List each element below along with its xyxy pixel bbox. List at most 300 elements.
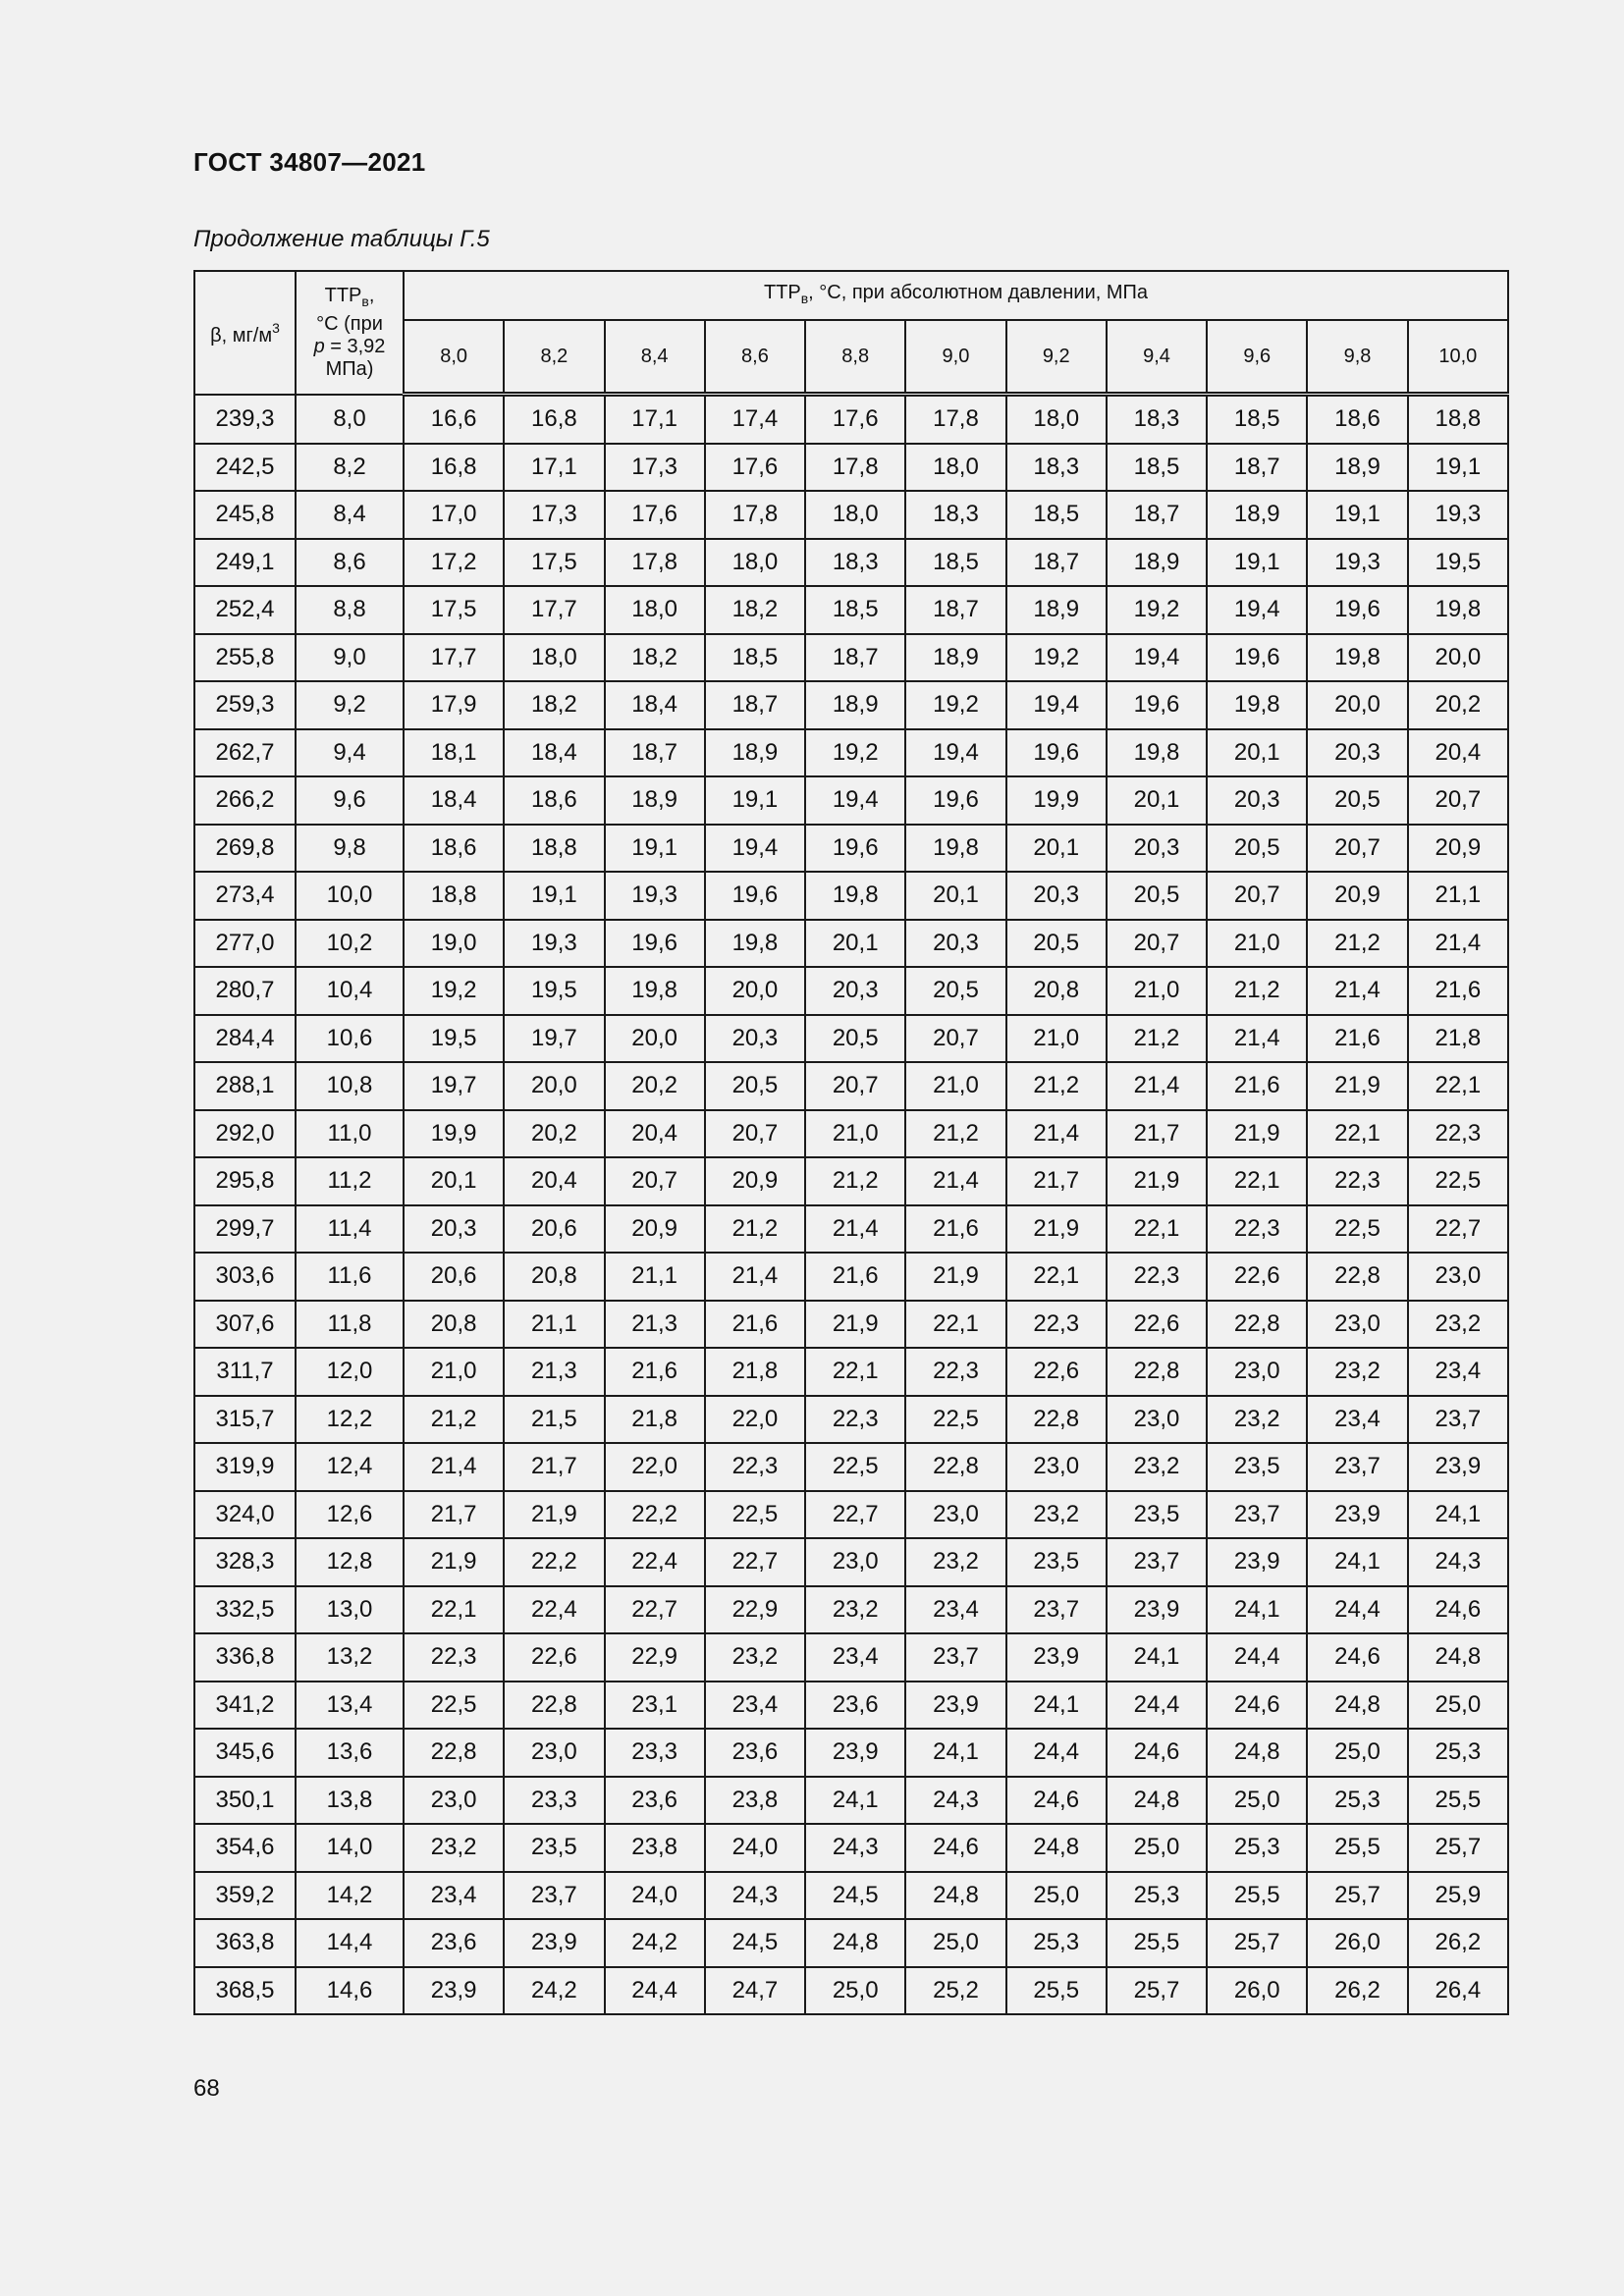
ttr-392-cell: 14,6: [296, 1967, 404, 2015]
table-row: [194, 776, 1508, 825]
header-beta: [194, 271, 296, 395]
ttr-392-cell: 12,0: [296, 1348, 404, 1396]
ttr-cell: 24,0: [605, 1872, 705, 1920]
ttr-cell: 22,8: [504, 1682, 604, 1730]
ttr-cell: 23,0: [1107, 1396, 1207, 1444]
ttr-cell: 20,3: [905, 920, 1005, 968]
ttr-cell: 25,7: [1307, 1872, 1407, 1920]
ttr-392-cell: 8,4: [296, 491, 404, 539]
ttr-cell: 21,1: [1408, 872, 1508, 920]
ttr-cell: 23,9: [504, 1919, 604, 1967]
ttr-cell: 22,1: [1207, 1157, 1307, 1205]
ttr-cell: 24,3: [905, 1777, 1005, 1825]
ttr-392-cell: 13,0: [296, 1586, 404, 1634]
ttr-cell: 23,4: [705, 1682, 805, 1730]
table-row: [194, 825, 1508, 873]
ttr-cell: 18,6: [1307, 395, 1407, 444]
header-beta-sup: 3: [272, 320, 280, 337]
ttr-cell: 18,7: [905, 586, 1005, 634]
ttr-cell: 22,5: [1408, 1157, 1508, 1205]
ttr-cell: 20,9: [1408, 825, 1508, 873]
ttr-cell: 24,6: [1006, 1777, 1107, 1825]
ttr-cell: 19,3: [605, 872, 705, 920]
ttr-392-cell: 13,8: [296, 1777, 404, 1825]
ttr-cell: 24,2: [504, 1967, 604, 2015]
ttr-cell: 19,8: [1408, 586, 1508, 634]
ttr-cell: 18,7: [705, 681, 805, 729]
data-table: [193, 270, 1509, 2015]
pressure-header-cell: 8,0: [404, 320, 504, 395]
table-row: [194, 1491, 1508, 1539]
ttr-cell: 24,0: [705, 1824, 805, 1872]
ttr-cell: 23,2: [1408, 1301, 1508, 1349]
ttr-cell: 23,5: [1006, 1538, 1107, 1586]
ttr-cell: 19,2: [905, 681, 1005, 729]
ttr-cell: 24,6: [1107, 1729, 1207, 1777]
ttr-392-cell: 14,2: [296, 1872, 404, 1920]
ttr-cell: 20,5: [1006, 920, 1107, 968]
group-header-pre: ТТР: [763, 281, 801, 303]
beta-cell: 336,8: [194, 1633, 296, 1682]
ttr-cell: 26,2: [1307, 1967, 1407, 2015]
ttr-cell: 22,8: [1307, 1253, 1407, 1301]
ttr-cell: 22,5: [905, 1396, 1005, 1444]
ttr-cell: 20,1: [905, 872, 1005, 920]
ttr-cell: 19,6: [705, 872, 805, 920]
ttr-392-cell: 10,6: [296, 1015, 404, 1063]
ttr-cell: 26,0: [1307, 1919, 1407, 1967]
ttr-cell: 23,2: [705, 1633, 805, 1682]
ttr-cell: 21,4: [705, 1253, 805, 1301]
table-row: [194, 1062, 1508, 1110]
ttr-392-cell: 11,6: [296, 1253, 404, 1301]
ttr-cell: 19,2: [1006, 634, 1107, 682]
pressure-header-cell: 9,0: [905, 320, 1005, 395]
ttr-cell: 22,6: [1107, 1301, 1207, 1349]
ttr-cell: 23,7: [504, 1872, 604, 1920]
ttr-cell: 23,0: [404, 1777, 504, 1825]
beta-cell: 292,0: [194, 1110, 296, 1158]
table-row: [194, 1157, 1508, 1205]
beta-cell: 255,8: [194, 634, 296, 682]
ttr-cell: 19,2: [805, 729, 905, 777]
ttr-392-cell: 9,6: [296, 776, 404, 825]
ttr-cell: 20,8: [404, 1301, 504, 1349]
beta-cell: 303,6: [194, 1253, 296, 1301]
ttr-cell: 20,0: [705, 967, 805, 1015]
ttr-cell: 25,0: [805, 1967, 905, 2015]
ttr-cell: 21,9: [504, 1491, 604, 1539]
ttr-cell: 25,9: [1408, 1872, 1508, 1920]
ttr-cell: 18,0: [605, 586, 705, 634]
ttr-cell: 23,9: [1207, 1538, 1307, 1586]
ttr-cell: 21,6: [605, 1348, 705, 1396]
ttr-cell: 20,1: [1107, 776, 1207, 825]
table-row: [194, 1015, 1508, 1063]
ttr-cell: 24,3: [705, 1872, 805, 1920]
ttr-cell: 17,5: [504, 539, 604, 587]
ttr-cell: 18,5: [1107, 444, 1207, 492]
ttr-cell: 21,0: [1207, 920, 1307, 968]
ttr-cell: 19,4: [805, 776, 905, 825]
ttr-cell: 17,9: [404, 681, 504, 729]
ttr-392-cell: 14,0: [296, 1824, 404, 1872]
ttr-cell: 18,2: [504, 681, 604, 729]
ttr-cell: 23,4: [1307, 1396, 1407, 1444]
ttr-cell: 24,4: [1006, 1729, 1107, 1777]
ttr-cell: 17,8: [605, 539, 705, 587]
ttr-cell: 21,9: [905, 1253, 1005, 1301]
ttr-cell: 22,8: [1207, 1301, 1307, 1349]
table-row: [194, 1443, 1508, 1491]
ttr-cell: 21,7: [504, 1443, 604, 1491]
ttr-392-cell: 9,2: [296, 681, 404, 729]
beta-cell: 354,6: [194, 1824, 296, 1872]
ttr-cell: 18,6: [404, 825, 504, 873]
ttr-cell: 20,5: [1307, 776, 1407, 825]
ttr-cell: 24,8: [805, 1919, 905, 1967]
table-row: [194, 491, 1508, 539]
ttr-cell: 17,3: [504, 491, 604, 539]
ttr-cell: 21,0: [1107, 967, 1207, 1015]
header-ttr-line4: МПа): [325, 357, 374, 380]
ttr-cell: 23,7: [1207, 1491, 1307, 1539]
ttr-cell: 22,9: [605, 1633, 705, 1682]
ttr-cell: 19,6: [1006, 729, 1107, 777]
ttr-cell: 23,8: [705, 1777, 805, 1825]
ttr-cell: 24,1: [1107, 1633, 1207, 1682]
ttr-392-cell: 14,4: [296, 1919, 404, 1967]
ttr-cell: 25,3: [1307, 1777, 1407, 1825]
ttr-cell: 18,9: [805, 681, 905, 729]
ttr-cell: 24,4: [1207, 1633, 1307, 1682]
ttr-cell: 22,7: [805, 1491, 905, 1539]
ttr-cell: 21,3: [605, 1301, 705, 1349]
ttr-cell: 20,5: [705, 1062, 805, 1110]
ttr-cell: 22,4: [504, 1586, 604, 1634]
ttr-392-cell: 13,4: [296, 1682, 404, 1730]
ttr-cell: 23,9: [1107, 1586, 1207, 1634]
ttr-cell: 23,0: [1006, 1443, 1107, 1491]
ttr-cell: 20,5: [805, 1015, 905, 1063]
ttr-cell: 17,8: [705, 491, 805, 539]
ttr-cell: 23,2: [1207, 1396, 1307, 1444]
beta-cell: 273,4: [194, 872, 296, 920]
ttr-cell: 23,4: [905, 1586, 1005, 1634]
ttr-cell: 24,8: [1307, 1682, 1407, 1730]
ttr-cell: 18,4: [504, 729, 604, 777]
beta-cell: 307,6: [194, 1301, 296, 1349]
ttr-cell: 22,6: [504, 1633, 604, 1682]
ttr-cell: 20,2: [605, 1062, 705, 1110]
ttr-cell: 19,7: [404, 1062, 504, 1110]
ttr-cell: 19,4: [1207, 586, 1307, 634]
ttr-cell: 18,0: [504, 634, 604, 682]
ttr-cell: 20,9: [605, 1205, 705, 1254]
ttr-cell: 18,1: [404, 729, 504, 777]
ttr-cell: 20,0: [605, 1015, 705, 1063]
beta-cell: 368,5: [194, 1967, 296, 2015]
ttr-cell: 18,0: [805, 491, 905, 539]
ttr-cell: 19,4: [1107, 634, 1207, 682]
ttr-cell: 24,5: [705, 1919, 805, 1967]
ttr-cell: 18,5: [905, 539, 1005, 587]
beta-cell: 245,8: [194, 491, 296, 539]
ttr-cell: 23,9: [1006, 1633, 1107, 1682]
ttr-cell: 20,7: [905, 1015, 1005, 1063]
ttr-cell: 23,6: [605, 1777, 705, 1825]
ttr-cell: 22,3: [1307, 1157, 1407, 1205]
ttr-cell: 20,8: [1006, 967, 1107, 1015]
group-header-post: , °С, при абсолютном давлении, МПа: [808, 281, 1149, 303]
pressure-header-cell: 8,2: [504, 320, 604, 395]
ttr-cell: 19,1: [1307, 491, 1407, 539]
ttr-cell: 21,2: [1307, 920, 1407, 968]
pressure-header-cell: 8,8: [805, 320, 905, 395]
ttr-cell: 19,8: [1207, 681, 1307, 729]
ttr-cell: 21,7: [404, 1491, 504, 1539]
ttr-cell: 23,0: [905, 1491, 1005, 1539]
ttr-cell: 17,8: [905, 395, 1005, 444]
ttr-cell: 17,3: [605, 444, 705, 492]
ttr-cell: 17,5: [404, 586, 504, 634]
ttr-cell: 20,3: [1107, 825, 1207, 873]
ttr-cell: 19,8: [805, 872, 905, 920]
ttr-cell: 18,5: [1006, 491, 1107, 539]
ttr-cell: 19,8: [605, 967, 705, 1015]
table-body: [194, 395, 1508, 2015]
ttr-392-cell: 9,0: [296, 634, 404, 682]
beta-cell: 341,2: [194, 1682, 296, 1730]
ttr-cell: 20,7: [1107, 920, 1207, 968]
ttr-cell: 20,7: [705, 1110, 805, 1158]
ttr-cell: 20,6: [404, 1253, 504, 1301]
ttr-cell: 24,1: [1408, 1491, 1508, 1539]
ttr-cell: 20,0: [504, 1062, 604, 1110]
ttr-cell: 25,0: [1408, 1682, 1508, 1730]
ttr-cell: 21,6: [705, 1301, 805, 1349]
table-caption: Продолжение таблицы Г.5: [193, 226, 490, 252]
pressure-header-cell: 10,0: [1408, 320, 1508, 395]
ttr-cell: 18,6: [504, 776, 604, 825]
ttr-cell: 19,8: [1107, 729, 1207, 777]
beta-cell: 315,7: [194, 1396, 296, 1444]
ttr-392-cell: 12,8: [296, 1538, 404, 1586]
ttr-cell: 18,3: [1006, 444, 1107, 492]
ttr-cell: 23,6: [805, 1682, 905, 1730]
table-row: [194, 395, 1508, 444]
ttr-cell: 23,4: [404, 1872, 504, 1920]
ttr-cell: 24,1: [905, 1729, 1005, 1777]
ttr-cell: 21,6: [1307, 1015, 1407, 1063]
ttr-cell: 19,8: [1307, 634, 1407, 682]
table-row: [194, 1586, 1508, 1634]
ttr-cell: 18,9: [1307, 444, 1407, 492]
ttr-392-cell: 8,2: [296, 444, 404, 492]
beta-cell: 249,1: [194, 539, 296, 587]
ttr-cell: 18,3: [805, 539, 905, 587]
ttr-cell: 23,4: [1408, 1348, 1508, 1396]
ttr-cell: 21,2: [705, 1205, 805, 1254]
ttr-392-cell: 11,4: [296, 1205, 404, 1254]
ttr-cell: 21,4: [805, 1205, 905, 1254]
ttr-cell: 23,7: [905, 1633, 1005, 1682]
ttr-cell: 24,1: [1307, 1538, 1407, 1586]
pressure-header-cell: 9,6: [1207, 320, 1307, 395]
ttr-cell: 21,7: [1107, 1110, 1207, 1158]
page-number: 68: [193, 2075, 220, 2102]
ttr-cell: 19,5: [504, 967, 604, 1015]
ttr-cell: 22,3: [905, 1348, 1005, 1396]
ttr-cell: 22,1: [905, 1301, 1005, 1349]
header-pressure-group: [404, 271, 1508, 320]
ttr-cell: 20,5: [905, 967, 1005, 1015]
ttr-cell: 18,4: [404, 776, 504, 825]
ttr-392-cell: 13,6: [296, 1729, 404, 1777]
ttr-cell: 23,2: [404, 1824, 504, 1872]
ttr-cell: 18,0: [705, 539, 805, 587]
ttr-cell: 23,0: [805, 1538, 905, 1586]
beta-cell: 295,8: [194, 1157, 296, 1205]
table-row: [194, 1538, 1508, 1586]
ttr-cell: 19,4: [705, 825, 805, 873]
ttr-cell: 18,9: [705, 729, 805, 777]
ttr-cell: 23,5: [1207, 1443, 1307, 1491]
header-ttr-line1-sub: в: [361, 293, 369, 309]
table-row: [194, 1396, 1508, 1444]
ttr-cell: 22,9: [705, 1586, 805, 1634]
ttr-cell: 19,6: [1307, 586, 1407, 634]
ttr-cell: 21,6: [805, 1253, 905, 1301]
ttr-cell: 19,1: [1207, 539, 1307, 587]
ttr-cell: 19,0: [404, 920, 504, 968]
table-row: [194, 872, 1508, 920]
ttr-cell: 21,7: [1006, 1157, 1107, 1205]
ttr-cell: 21,1: [504, 1301, 604, 1349]
ttr-cell: 22,6: [1207, 1253, 1307, 1301]
table-row: [194, 1253, 1508, 1301]
ttr-cell: 16,8: [504, 395, 604, 444]
ttr-cell: 21,4: [1107, 1062, 1207, 1110]
ttr-cell: 22,1: [805, 1348, 905, 1396]
ttr-cell: 23,9: [805, 1729, 905, 1777]
ttr-cell: 18,3: [905, 491, 1005, 539]
pressure-header-cell: 9,4: [1107, 320, 1207, 395]
ttr-cell: 24,1: [1006, 1682, 1107, 1730]
ttr-cell: 21,4: [905, 1157, 1005, 1205]
ttr-cell: 20,0: [1307, 681, 1407, 729]
ttr-cell: 18,9: [1107, 539, 1207, 587]
ttr-cell: 22,4: [605, 1538, 705, 1586]
ttr-cell: 19,3: [1408, 491, 1508, 539]
ttr-cell: 22,0: [605, 1443, 705, 1491]
ttr-cell: 21,6: [905, 1205, 1005, 1254]
ttr-cell: 21,0: [1006, 1015, 1107, 1063]
ttr-cell: 23,0: [504, 1729, 604, 1777]
ttr-cell: 18,2: [705, 586, 805, 634]
ttr-cell: 24,8: [905, 1872, 1005, 1920]
table-row: [194, 1682, 1508, 1730]
ttr-cell: 21,2: [1107, 1015, 1207, 1063]
ttr-cell: 19,6: [605, 920, 705, 968]
ttr-cell: 18,8: [1408, 395, 1508, 444]
ttr-cell: 18,3: [1107, 395, 1207, 444]
ttr-cell: 19,3: [504, 920, 604, 968]
ttr-cell: 24,5: [805, 1872, 905, 1920]
ttr-cell: 21,2: [1006, 1062, 1107, 1110]
ttr-cell: 20,3: [705, 1015, 805, 1063]
ttr-cell: 24,8: [1107, 1777, 1207, 1825]
ttr-cell: 21,2: [404, 1396, 504, 1444]
ttr-cell: 22,3: [1408, 1110, 1508, 1158]
ttr-cell: 20,5: [1107, 872, 1207, 920]
ttr-cell: 23,9: [1307, 1491, 1407, 1539]
ttr-cell: 20,3: [404, 1205, 504, 1254]
ttr-cell: 25,3: [1408, 1729, 1508, 1777]
ttr-cell: 25,5: [1408, 1777, 1508, 1825]
ttr-cell: 25,0: [1207, 1777, 1307, 1825]
ttr-cell: 22,5: [1307, 1205, 1407, 1254]
ttr-cell: 22,1: [1307, 1110, 1407, 1158]
ttr-cell: 25,0: [1107, 1824, 1207, 1872]
ttr-cell: 20,8: [504, 1253, 604, 1301]
table-row: [194, 1967, 1508, 2015]
ttr-cell: 25,3: [1006, 1919, 1107, 1967]
ttr-cell: 22,8: [404, 1729, 504, 1777]
ttr-cell: 20,2: [1408, 681, 1508, 729]
ttr-cell: 19,1: [705, 776, 805, 825]
ttr-cell: 24,1: [805, 1777, 905, 1825]
ttr-cell: 21,9: [1006, 1205, 1107, 1254]
ttr-cell: 25,3: [1107, 1872, 1207, 1920]
ttr-cell: 20,7: [1207, 872, 1307, 920]
ttr-cell: 23,5: [504, 1824, 604, 1872]
header-ttr-line3-italic: p: [313, 335, 325, 357]
ttr-cell: 18,7: [805, 634, 905, 682]
ttr-cell: 23,0: [1207, 1348, 1307, 1396]
ttr-cell: 18,5: [805, 586, 905, 634]
ttr-cell: 23,2: [805, 1586, 905, 1634]
pressure-header-cell: 8,4: [605, 320, 705, 395]
ttr-cell: 22,5: [705, 1491, 805, 1539]
table-row: [194, 1205, 1508, 1254]
beta-cell: 299,7: [194, 1205, 296, 1254]
ttr-cell: 19,9: [404, 1110, 504, 1158]
ttr-cell: 23,7: [1107, 1538, 1207, 1586]
ttr-cell: 19,8: [905, 825, 1005, 873]
ttr-cell: 17,6: [805, 395, 905, 444]
ttr-cell: 18,9: [1006, 586, 1107, 634]
pressure-header-cell: 9,2: [1006, 320, 1107, 395]
ttr-cell: 24,6: [1207, 1682, 1307, 1730]
ttr-392-cell: 11,2: [296, 1157, 404, 1205]
beta-cell: 262,7: [194, 729, 296, 777]
ttr-cell: 21,8: [605, 1396, 705, 1444]
ttr-cell: 17,6: [605, 491, 705, 539]
ttr-cell: 21,0: [905, 1062, 1005, 1110]
ttr-392-cell: 11,0: [296, 1110, 404, 1158]
ttr-cell: 22,3: [805, 1396, 905, 1444]
ttr-cell: 20,7: [805, 1062, 905, 1110]
ttr-cell: 24,8: [1006, 1824, 1107, 1872]
table-row: [194, 1919, 1508, 1967]
table-row: [194, 1633, 1508, 1682]
beta-cell: 266,2: [194, 776, 296, 825]
ttr-cell: 26,2: [1408, 1919, 1508, 1967]
ttr-cell: 25,5: [1107, 1919, 1207, 1967]
ttr-cell: 22,3: [1107, 1253, 1207, 1301]
ttr-cell: 21,6: [1207, 1062, 1307, 1110]
